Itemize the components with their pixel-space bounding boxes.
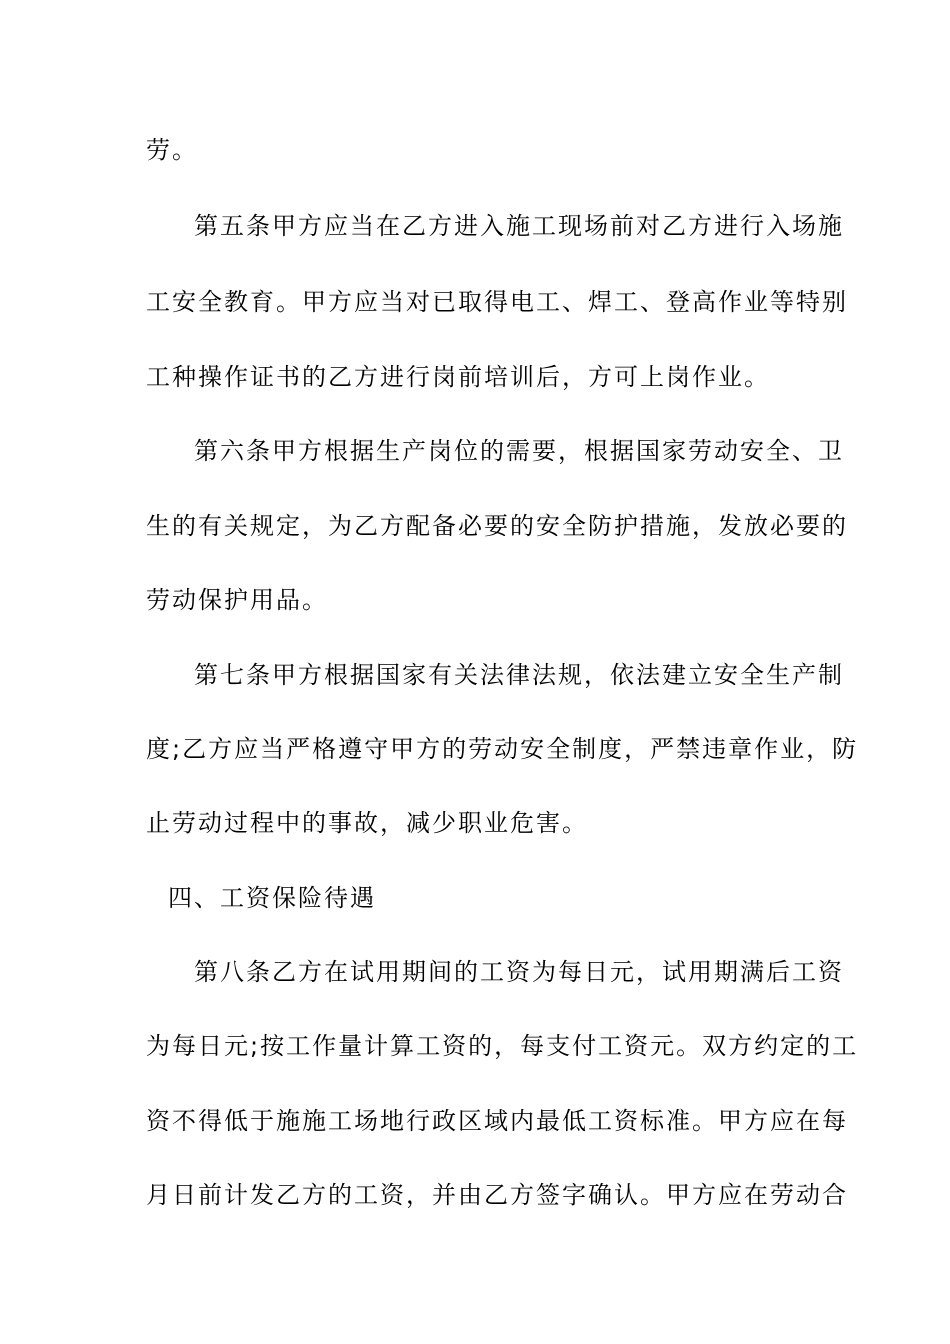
paragraph-article-6-line-3: 劳动保护用品。 (146, 586, 328, 614)
paragraph-article-7-line-1: 第七条甲方根据国家有关法律法规，依法建立安全生产制 (194, 661, 844, 689)
paragraph-article-8-line-3: 资不得低于施施工场地行政区域内最低工资标准。甲方应在每 (146, 1107, 848, 1135)
paragraph-article-8-line-1: 第八条乙方在试用期间的工资为每日元，试用期满后工资 (194, 958, 844, 986)
paragraph-article-7-line-3: 止劳动过程中的事故，减少职业危害。 (146, 809, 588, 837)
section-heading: 四、工资保险待遇 (168, 884, 376, 912)
paragraph-article-6-line-1: 第六条甲方根据生产岗位的需要，根据国家劳动安全、卫 (194, 437, 844, 465)
text-line-1: 劳。 (146, 136, 198, 164)
paragraph-article-5-line-2: 工安全教育。甲方应当对已取得电工、焊工、登高作业等特别 (146, 288, 848, 316)
paragraph-article-5-line-3: 工种操作证书的乙方进行岗前培训后，方可上岗作业。 (146, 363, 770, 391)
paragraph-article-5-line-1: 第五条甲方应当在乙方进入施工现场前对乙方进行入场施 (194, 212, 844, 240)
paragraph-article-8-line-4: 月日前计发乙方的工资，并由乙方签字确认。甲方应在劳动合 (146, 1181, 848, 1209)
paragraph-article-8-line-2: 为每日元;按工作量计算工资的，每支付工资元。双方约定的工 (146, 1032, 859, 1060)
paragraph-article-6-line-2: 生的有关规定，为乙方配备必要的安全防护措施，发放必要的 (146, 512, 848, 540)
paragraph-article-7-line-2: 度;乙方应当严格遵守甲方的劳动安全制度，严禁违章作业，防 (146, 735, 859, 763)
